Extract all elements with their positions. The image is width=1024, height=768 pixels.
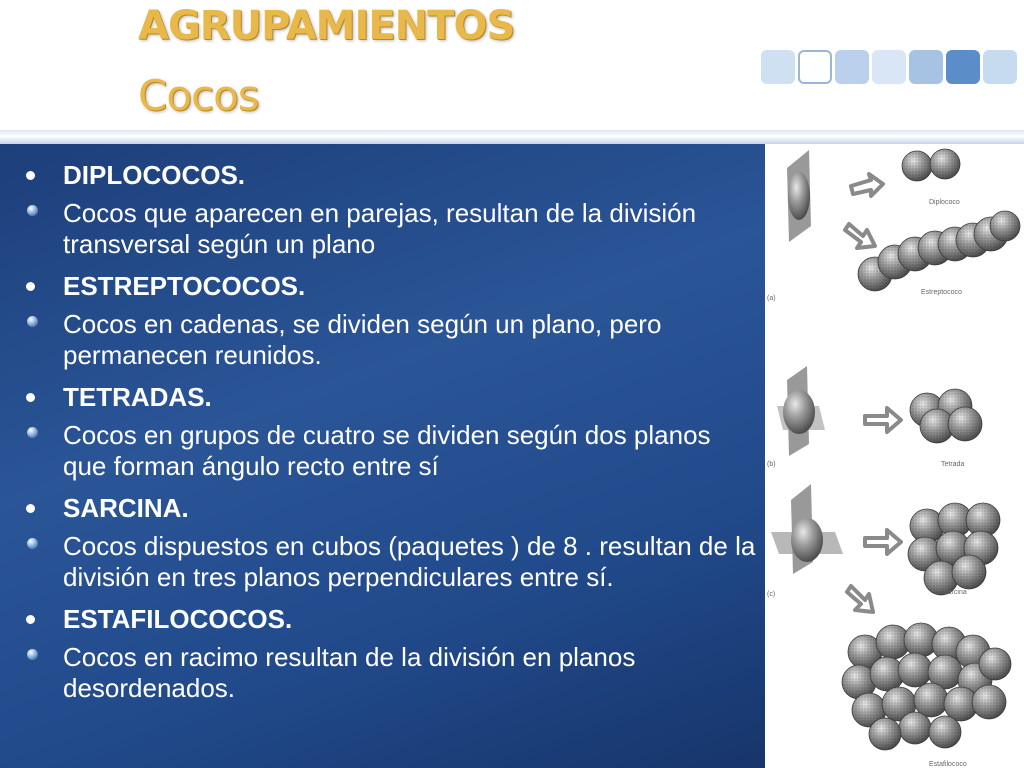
coccus-texture (952, 555, 986, 589)
item-text-estreptococos (18, 309, 758, 371)
cocci-illustration (765, 144, 1024, 768)
description-text: Cocos en grupos de cuatro se dividen según dos planos que forman ángulo recto entre sí (63, 420, 711, 481)
caption-estreptococo: Estreptococo (921, 289, 962, 296)
bullet-ball-icon (27, 205, 38, 216)
square-1 (761, 50, 795, 84)
coccus-texture (930, 149, 960, 179)
caption-tetrada: Tetrada (941, 461, 965, 468)
coccus-texture (898, 653, 932, 687)
item-text-estafilococos (18, 642, 758, 704)
description-text: Cocos dispuestos en cubos (paquetes ) de 8 . resultan de la división en tres planos perpendiculares entre sí. (63, 531, 756, 592)
item-text-sarcina (18, 531, 758, 593)
heading-text: SARCINA. (63, 493, 189, 523)
figure-mark-c: (c) (767, 591, 776, 598)
item-heading-sarcina (18, 493, 758, 524)
cocci-arrangement-figure (765, 144, 1024, 768)
description-text: Cocos que aparecen en parejas, resultan de la división transversal según un plano (63, 198, 697, 259)
coccus-texture (979, 648, 1011, 680)
bullet-list (18, 160, 758, 715)
caption-estafilococo: Estafilococo (929, 761, 967, 768)
item-heading-tetradas (18, 382, 758, 413)
title-line-1: AGRUPAMIENTOS (138, 3, 515, 49)
description-text: Cocos en racimo resultan de la división en planos desordenados. (63, 642, 636, 703)
item-heading-diplococos (18, 160, 758, 191)
square-4 (872, 50, 906, 84)
title-line-2: Cocos (138, 71, 259, 120)
decorative-squares (761, 50, 1020, 84)
coccus-texture (914, 683, 948, 717)
heading-text: ESTREPTOCOCOS. (63, 271, 306, 301)
coccus-texture (899, 712, 931, 744)
caption-diplococo: Diplococo (929, 199, 960, 206)
coccus-texture (869, 718, 901, 750)
description-text: Cocos en cadenas, se dividen según un plano, pero permanecen reunidos. (63, 309, 662, 370)
dividing-cell (791, 518, 823, 562)
dividing-cell (783, 390, 815, 434)
bullet-dot-icon (26, 393, 35, 402)
coccus-texture (990, 211, 1020, 241)
bullet-ball-icon (27, 316, 38, 327)
coccus-texture (972, 685, 1006, 719)
coccus-texture (902, 151, 932, 181)
dividing-cell (788, 172, 810, 220)
heading-text: DIPLOCOCOS. (63, 160, 246, 190)
item-heading-estreptococos (18, 271, 758, 302)
figure-mark-a: (a) (767, 295, 776, 302)
bullet-dot-icon (26, 282, 35, 291)
heading-text: TETRADAS. (63, 382, 212, 412)
slide-header (0, 0, 1024, 132)
caption-sarcina: Sarcina (943, 589, 967, 596)
figure-mark-b: (b) (767, 461, 776, 468)
square-5 (909, 50, 943, 84)
item-text-diplococos (18, 198, 758, 260)
bullet-dot-icon (26, 615, 35, 624)
item-text-tetradas (18, 420, 758, 482)
square-7 (983, 50, 1017, 84)
bullet-ball-icon (27, 649, 38, 660)
square-2 (798, 50, 832, 84)
bullet-ball-icon (27, 538, 38, 549)
coccus-texture (948, 407, 982, 441)
header-divider (0, 130, 1024, 144)
square-3 (835, 50, 869, 84)
bullet-ball-icon (27, 427, 38, 438)
bullet-dot-icon (26, 171, 35, 180)
coccus-texture (929, 716, 961, 748)
item-heading-estafilococos (18, 604, 758, 635)
heading-text: ESTAFILOCOCOS. (63, 604, 293, 634)
content-panel (0, 144, 765, 768)
square-6 (946, 50, 980, 84)
slide-title (138, 4, 514, 118)
arrow-icon (845, 174, 901, 612)
bullet-dot-icon (26, 504, 35, 513)
